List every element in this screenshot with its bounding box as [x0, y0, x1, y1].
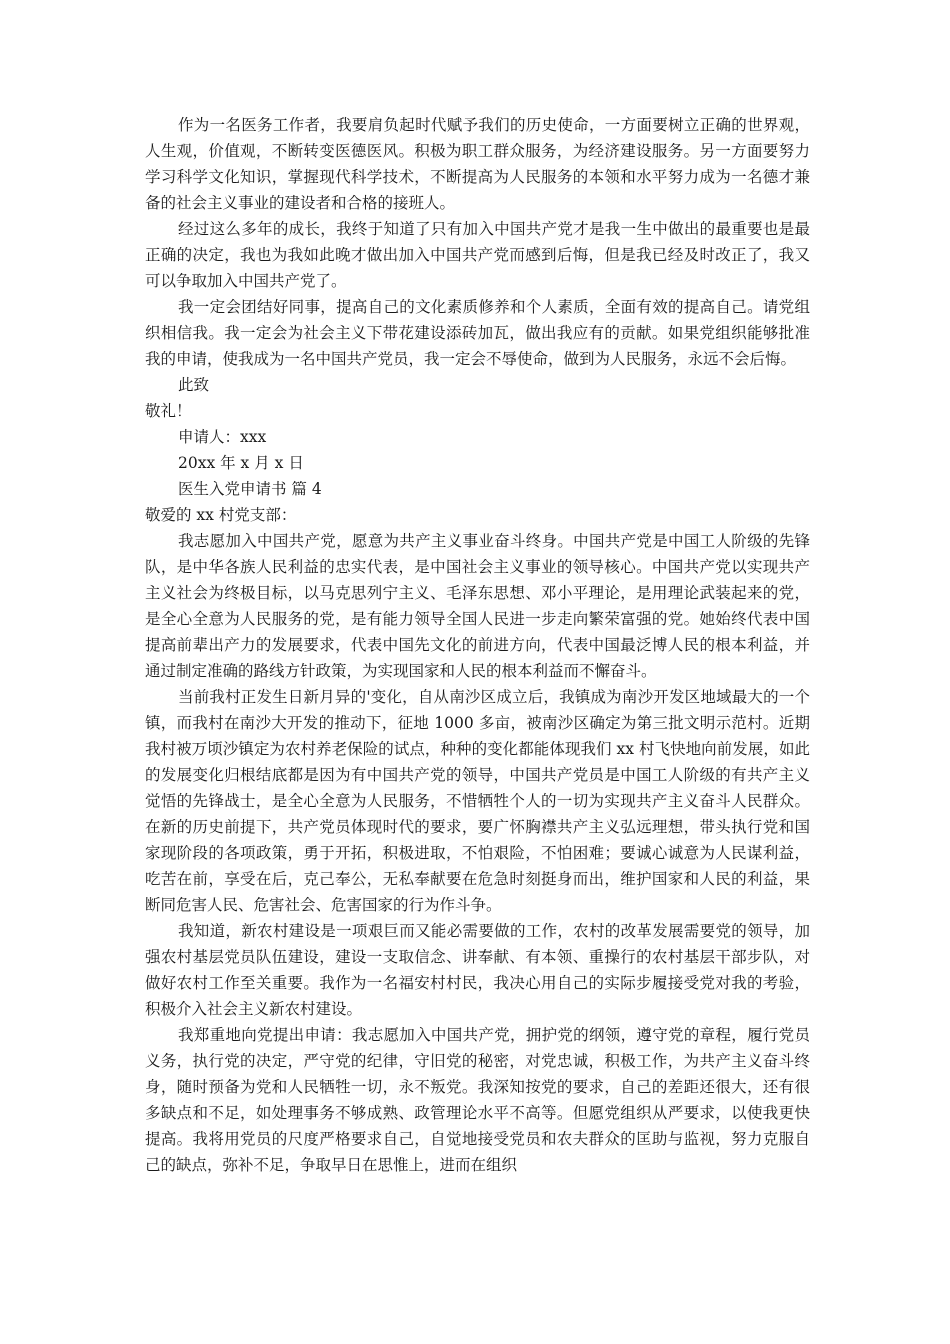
paragraph-party-intro: 我志愿加入中国共产党，愿意为共产主义事业奋斗终身。中国共产党是中国工人阶级的先锋队，是中华各族人民利益的忠实代表，是中国社会主义事业的领导核心。中国共产党以实现共产主义社会为终极目标，以马克思列宁主义、毛泽东思想、邓小平理论，是用理论武装起来的党，是全心全意为人民服务的党，是有能力领导全国人民进一步走向繁荣富强的党。她始终代表中国提高前辈出产力的发展要求，代表中国先文化的前进方向，代表中国最泛博人民的根本利益，并通过制定准确的路线方针政策，为实现国家和人民的根本利益而不懈奋斗。	[145, 532, 810, 680]
application-date: 20xx 年 x 月 x 日	[178, 454, 304, 472]
paragraph-rural-construction: 我知道，新农村建设是一项艰巨而又能必需要做的工作，农村的改革发展需要党的领导，加强农村基层党员队伍建设，建设一支取信念、讲奉献、有本领、重操行的农村基层干部步队，对做好农村工作至关重要。我作为一名福安村村民，我决心用自己的实际步履接受党对我的考验，积极介入社会主义新农村建设。	[145, 922, 810, 1018]
closing-salute: 此致	[178, 376, 210, 394]
paragraph-growth: 经过这么多年的成长，我终于知道了只有加入中国共产党才是我一生中做出的最重要也是最正确的决定，我也为我如此晚才做出加入中国共产党而感到后悔，但是我已经及时改正了，我又可以争取加入中国共产党了。	[145, 220, 810, 290]
paragraph-village-changes: 当前我村正发生日新月异的'变化，自从南沙区成立后，我镇成为南沙开发区地域最大的一个镇，而我村在南沙大开发的推动下，征地 1000 多亩，被南沙区确定为第三批文明示范村。近期我村被万顷沙镇定为农村养老保险的试点，种种的变化都能体现我们 xx 村飞快地向前发展，如此的发展变化归根结底都是因为有中国共产党的领导，中国共产党员是中国工人阶级的有共产主义觉悟的先锋战士，是全心全意为人民服务，不惜牺牲个人的一切为实现共产主义奋斗人民群众。在新的历史前提下，共产党员体现时代的要求，要广怀胸襟共产主义弘远理想，带头执行党和国家现阶段的各项政策，勇于开拓，积极进取，不怕艰险，不怕困难；要诚心诚意为人民谋利益，吃苦在前，享受在后，克己奉公，无私奉献要在危急时刻挺身而出，维护国家和人民的利益，果断同危害人民、危害社会、危害国家的行为作斗争。	[145, 688, 810, 914]
closing-respect: 敬礼！	[145, 402, 192, 420]
paragraph-commitment: 我一定会团结好同事，提高自己的文化素质修养和个人素质，全面有效的提高自己。请党组织相信我。我一定会为社会主义下带花建设添砖加瓦，做出我应有的贡献。如果党组织能够批准我的申请，使我成为一名中国共产党员，我一定会不辱使命，做到为人民服务，永远不会后悔。	[145, 298, 810, 368]
paragraph-application: 我郑重地向党提出申请：我志愿加入中国共产党，拥护党的纲领，遵守党的章程，履行党员义务，执行党的决定，严守党的纪律，守旧党的秘密，对党忠诚，积极工作，为共产主义奋斗终身，随时预备为党和人民牺牲一切，永不叛党。我深知按党的要求，自己的差距还很大，还有很多缺点和不足，如处理事务不够成熟、政管理论水平不高等。但愿党组织从严要求，以使我更快提高。我将用党员的尺度严格要求自己，自觉地接受党员和农夫群众的匡助与监视，努力克服自己的缺点，弥补不足，争取早日在思惟上，进而在组织	[145, 1026, 810, 1174]
section-title: 医生入党申请书 篇 4	[178, 480, 322, 498]
applicant-signature: 申请人：xxx	[178, 428, 267, 446]
paragraph-mission: 作为一名医务工作者，我要肩负起时代赋予我们的历史使命，一方面要树立正确的世界观，人生观，价值观，不断转变医德医风。积极为职工群众服务，为经济建设服务。另一方面要努力学习科学文化知识，掌握现代科学技术，不断提高为人民服务的本领和水平努力成为一名德才兼备的社会主义事业的建设者和合格的接班人。	[145, 116, 810, 212]
document-page	[145, 112, 810, 1178]
salutation: 敬爱的 xx 村党支部：	[145, 506, 297, 524]
